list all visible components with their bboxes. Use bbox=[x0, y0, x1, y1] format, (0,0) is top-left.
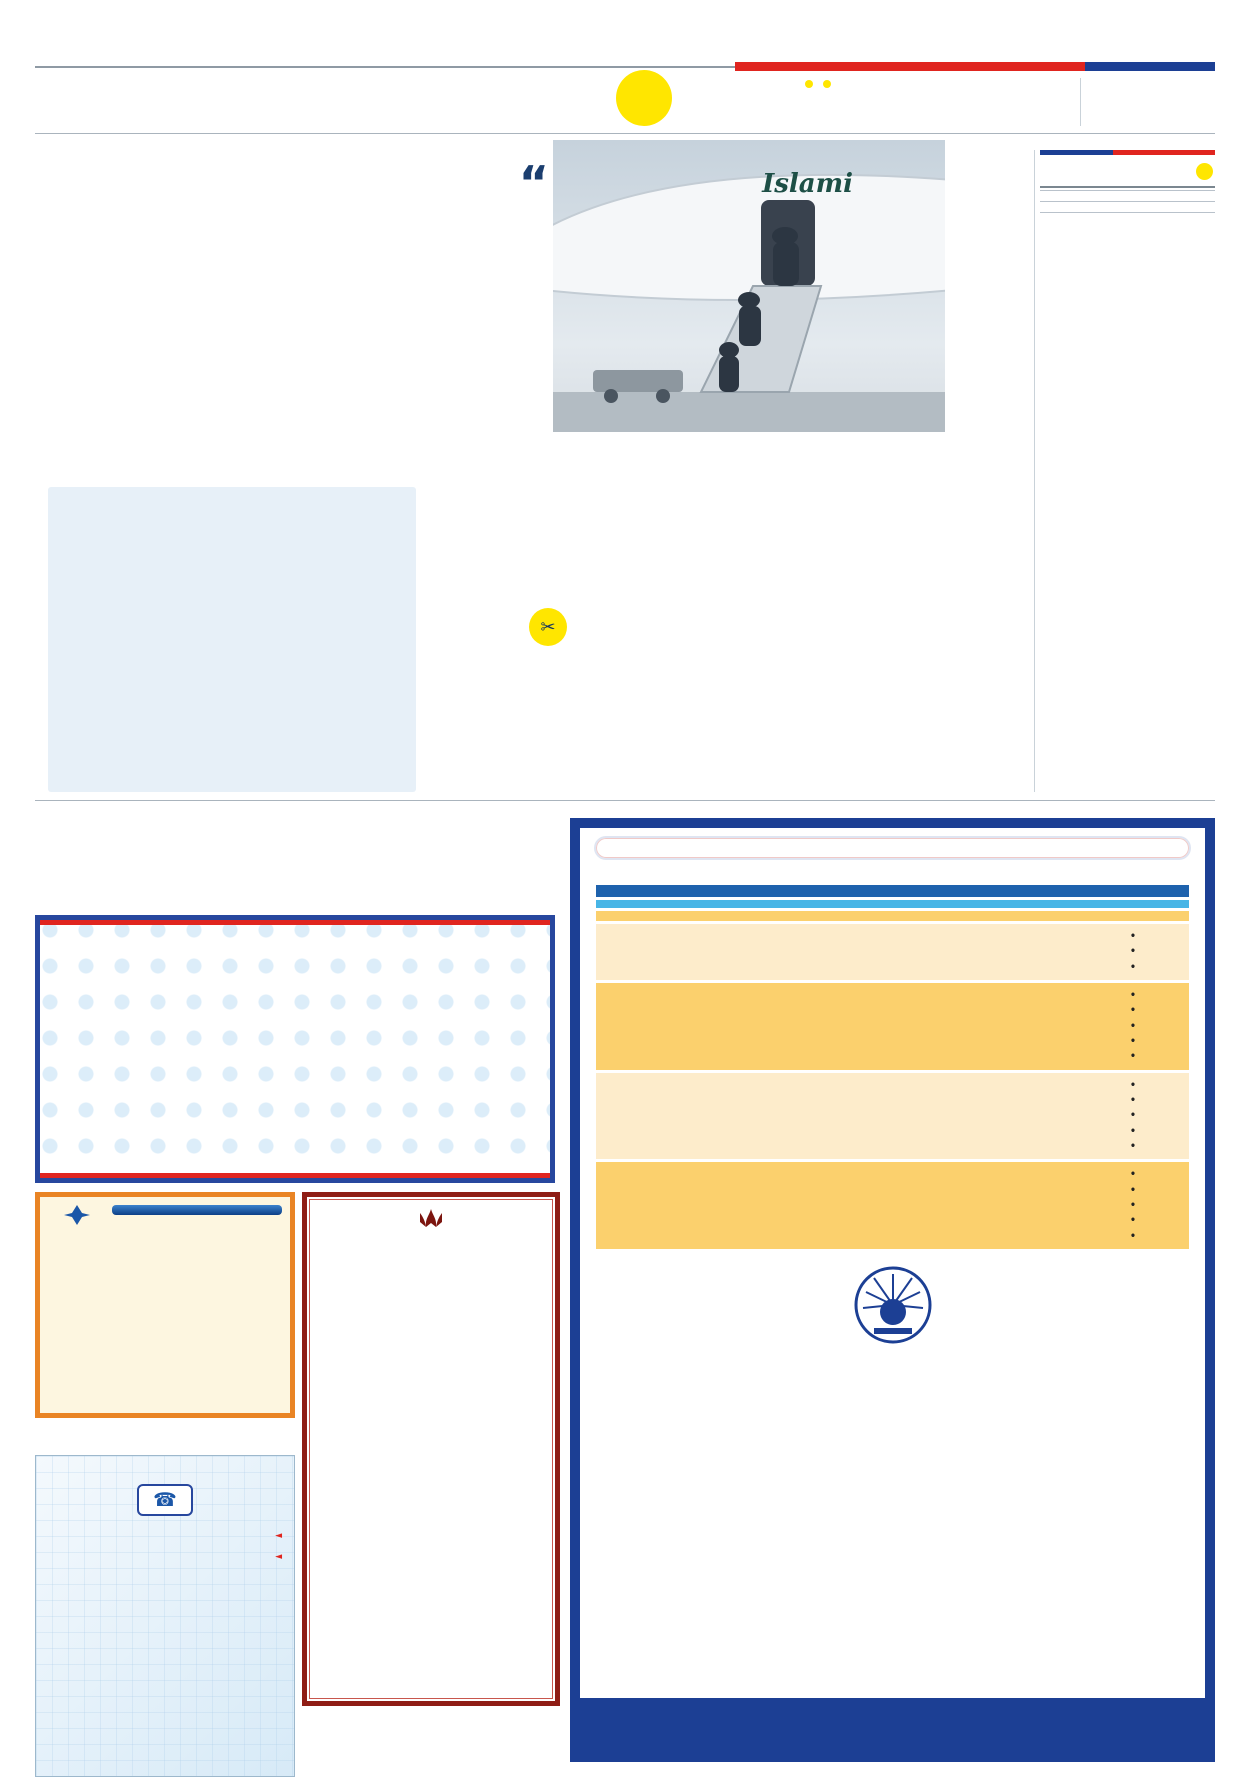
parsian-ad bbox=[302, 1192, 560, 1706]
table-row bbox=[596, 983, 1189, 1070]
header-divider bbox=[1080, 78, 1081, 126]
bank-tejarat-emblem-icon bbox=[854, 1266, 932, 1344]
triangle-icon: ◄ bbox=[275, 1552, 282, 1562]
requirements-table bbox=[596, 882, 1189, 1252]
news-bullet-icon bbox=[1196, 163, 1213, 180]
article-left-columns bbox=[35, 152, 415, 480]
saipa-body bbox=[48, 1235, 282, 1247]
airplane-photo-illustration bbox=[553, 140, 945, 432]
clip-mark bbox=[524, 608, 572, 648]
table-row bbox=[596, 911, 1189, 921]
article-column-a bbox=[421, 152, 479, 480]
tejarat-footer bbox=[580, 1698, 1205, 1752]
yellow-dot-icon bbox=[805, 80, 813, 88]
parsian-logo bbox=[319, 1207, 543, 1237]
scissors-icon: ✂ bbox=[529, 608, 567, 646]
tejarat-ad bbox=[570, 818, 1215, 1762]
tejarat-intro bbox=[580, 868, 1205, 876]
newspaper-logo bbox=[558, 68, 688, 128]
section-block bbox=[800, 76, 1070, 88]
gbpc-red-strip bbox=[40, 1173, 550, 1178]
pull-quote bbox=[483, 160, 549, 480]
news-top-rule bbox=[1040, 150, 1215, 155]
news-separator bbox=[1040, 212, 1215, 213]
header-bottom-rule bbox=[35, 133, 1215, 134]
gbpc-red-strip bbox=[40, 920, 550, 925]
ads-separator bbox=[35, 800, 1215, 801]
yellow-dot-icon bbox=[823, 80, 831, 88]
saipa-logo bbox=[48, 1205, 106, 1229]
dateline bbox=[800, 80, 1070, 88]
news-sidebar bbox=[1040, 150, 1215, 792]
news-double-rule bbox=[1040, 186, 1215, 191]
gbpc-ad bbox=[35, 915, 555, 1183]
news-separator bbox=[1040, 201, 1215, 202]
tejarat-title-box bbox=[594, 836, 1191, 860]
column-header-desc bbox=[596, 900, 1145, 908]
logo-circle-icon bbox=[616, 70, 672, 126]
table-row bbox=[596, 924, 1189, 980]
article-photo bbox=[553, 140, 945, 432]
reaction-box bbox=[48, 487, 416, 792]
article-column-b bbox=[950, 152, 1034, 480]
phone-icon: ☎ bbox=[153, 1489, 177, 1511]
header-rule-navy bbox=[1085, 62, 1215, 71]
tejarat-logo bbox=[850, 1266, 936, 1348]
print-phone-box bbox=[48, 1484, 282, 1516]
saipa-title bbox=[112, 1205, 282, 1215]
saipa-ad bbox=[35, 1192, 295, 1442]
news-header bbox=[1040, 155, 1215, 186]
gbpc-body bbox=[40, 936, 550, 958]
table-row bbox=[596, 1162, 1189, 1249]
column-header-row bbox=[1145, 900, 1189, 908]
parsian-meta bbox=[319, 1241, 543, 1249]
sidebar-divider bbox=[1034, 150, 1035, 792]
quote-icon: “ bbox=[518, 160, 549, 210]
article-lower-columns bbox=[420, 602, 1034, 792]
table-title bbox=[596, 885, 1189, 897]
svg-text:Islami: Islami bbox=[762, 169, 853, 199]
triangle-icon: ◄ bbox=[275, 1531, 282, 1541]
table-row bbox=[596, 1073, 1189, 1160]
print-house-ad bbox=[35, 1455, 295, 1777]
parsian-tulip-icon bbox=[416, 1207, 446, 1233]
saipa-logo-icon bbox=[64, 1205, 90, 1225]
tejarat-contact bbox=[580, 1258, 1205, 1348]
header-rule-red bbox=[735, 62, 1085, 71]
parsian-body bbox=[319, 1249, 543, 1587]
